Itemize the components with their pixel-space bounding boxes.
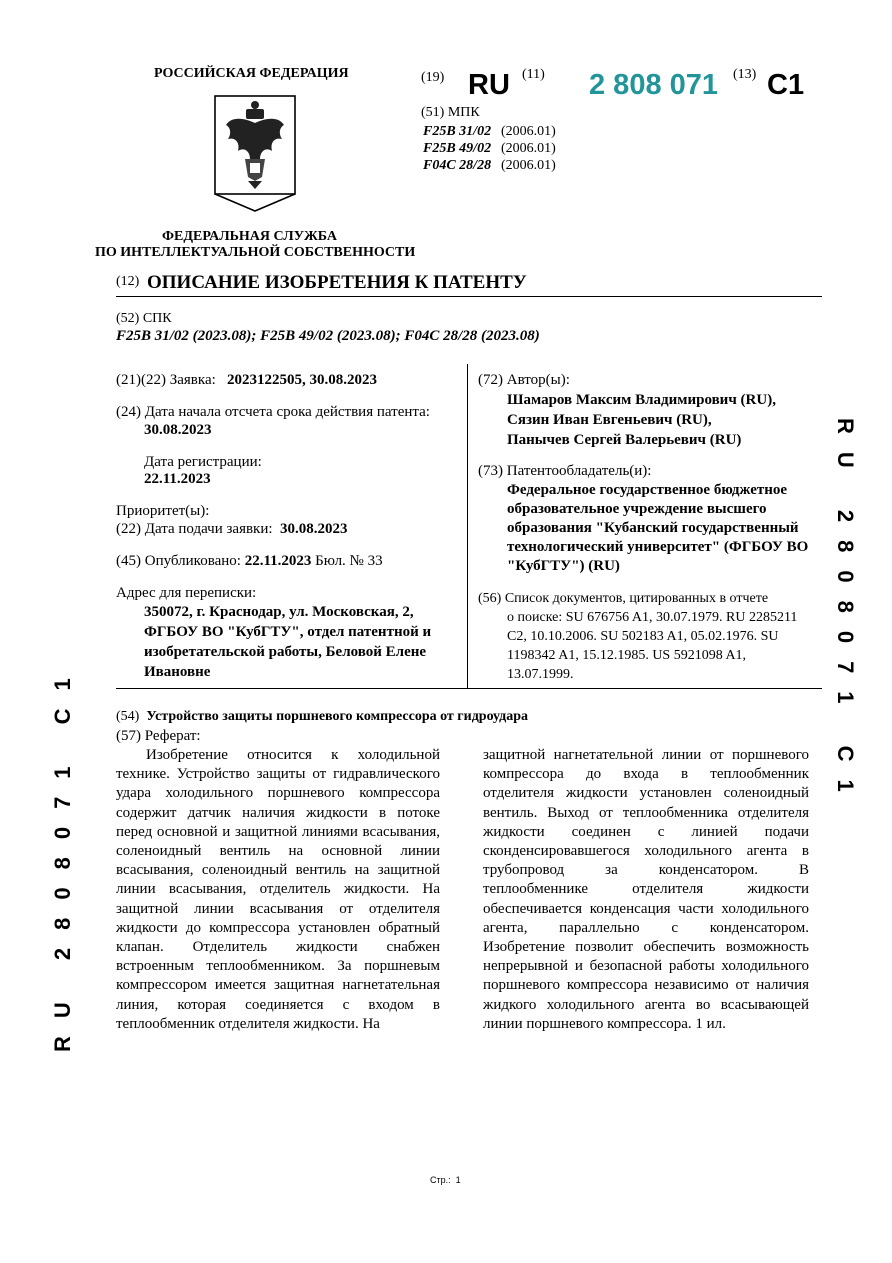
abstract-line: защитной нагнетательной линии от поршневого xyxy=(483,747,809,763)
abstract-line: жидкого холодильного агента во всасывающей xyxy=(483,996,809,1013)
cpc-value: F25B 31/02 (2023.08); F25B 49/02 (2023.08); F04C 28/28 (2023.08) xyxy=(116,328,540,344)
country-name: РОССИЙСКАЯ ФЕДЕРАЦИЯ xyxy=(154,66,349,81)
abstract-line: жидкости до компрессора установлен обратный xyxy=(116,919,440,936)
side-code-left: RU 2808071 C1 xyxy=(50,660,75,1052)
abstract-column-right xyxy=(483,746,809,1034)
address-label: Адрес для переписки: xyxy=(116,585,257,601)
abstract-line: удара холодильного поршневого компрессора xyxy=(116,785,440,802)
abstract-line: перед основной и защитной линиями всасывания, xyxy=(116,823,440,840)
authors-label: (72) Автор(ы): xyxy=(478,372,570,388)
code-13: (13) xyxy=(733,67,757,82)
registration-label: Дата регистрации: xyxy=(144,454,262,470)
abstract-line: теплообменнике отделителя жидкости xyxy=(483,881,809,898)
cited-documents: (56) Список документов, цитированных в отчете о поиске: SU 676756 A1, 30.07.1979. RU 2285211 C2, 10.10.2006. SU 502183 A1, 05.02.1976. SU 1198342 A1, 15.12.1985. US 5921098 A1, 13.07.1999. xyxy=(478,591,798,682)
kind-code: C1 xyxy=(767,69,805,101)
country-code: RU xyxy=(468,69,510,101)
address-value: 350072, г. Краснодар, ул. Московская, 2, ФГБОУ ВО "КубГТУ", отдел патентной и изобретательской работы, Беловой Елене Ивановне xyxy=(144,604,432,680)
abstract-line: компрессором имеется защитная нагнетательная xyxy=(116,977,440,994)
filing-date-field: (22) Дата подачи заявки: 30.08.2023 xyxy=(116,521,348,537)
abstract-label: (57) Реферат: xyxy=(116,728,201,744)
authors-list: Шамаров Максим Владимирович (RU), Сязин Иван Евгеньевич (RU), Панычев Сергей Валерьевич (RU) xyxy=(507,392,776,448)
priority-label: Приоритет(ы): xyxy=(116,503,210,519)
document-title: ОПИСАНИЕ ИЗОБРЕТЕНИЯ К ПАТЕНТУ xyxy=(147,272,527,293)
ipc-row: F25B 31/02 (2006.01) xyxy=(423,124,556,139)
abstract-line: компрессора до входа в теплообменник xyxy=(483,766,809,783)
abstract-line: соленоидный вентиль на основной линии xyxy=(116,843,440,860)
abstract-line: жидкости соединен с линией подачи xyxy=(483,823,809,840)
application-field: (21)(22) Заявка: 2023122505, 30.08.2023 xyxy=(116,372,378,388)
abstract-line: всасывания, соленоидный вентиль на защитной xyxy=(116,862,440,879)
abstract-line: линия, которая соединяется с входом в xyxy=(116,996,440,1013)
term-start-label: (24) Дата начала отсчета срока действия патента: xyxy=(116,404,430,420)
agency-name-line1: ФЕДЕРАЛЬНАЯ СЛУЖБА xyxy=(162,229,337,244)
abstract-line: теплообменник отделителя жидкости. На xyxy=(116,1015,380,1032)
abstract-line: отделителя жидкости установлен соленоидный xyxy=(483,785,809,802)
abstract-line: линии всасывания, отделитель жидкости. На xyxy=(116,881,440,898)
code-12: (12) xyxy=(116,274,140,289)
ipc-label: (51) МПК xyxy=(421,105,480,120)
term-start-value: 30.08.2023 xyxy=(144,422,212,438)
abstract-line: трубопровод за конденсатором. В xyxy=(483,862,809,879)
side-code-right: RU 2808071 C1 xyxy=(833,418,858,810)
cpc-label: (52) СПК xyxy=(116,311,172,326)
invention-name-field: (54) Устройство защиты поршневого компрессора от гидроудара xyxy=(116,709,529,724)
patent-number: 2 808 071 xyxy=(589,69,719,101)
code-11: (11) xyxy=(522,67,545,82)
abstract-line: линии поршневого компрессора. 1 ил. xyxy=(483,1015,726,1032)
abstract-line: защитной линии всасывания от отделителя xyxy=(116,900,440,917)
abstract-line: поршневого компрессора независимо от наличия xyxy=(483,977,809,994)
code-19: (19) xyxy=(421,70,445,85)
abstract-line: агента, параллельно с конденсатором. xyxy=(483,919,809,936)
abstract-line: технике. Устройство защиты от гидравлического xyxy=(116,766,440,783)
abstract-line: содержит датчик наличия жидкости в потоке xyxy=(116,804,440,821)
ipc-row: F25B 49/02 (2006.01) xyxy=(423,141,556,156)
abstract-line: Изобретение относится к холодильной xyxy=(146,747,440,763)
abstract-line: сконденсировавшегося холодильного агента в xyxy=(483,843,809,860)
abstract-line: вентиль. Выход от теплообменника отделителя xyxy=(483,804,809,821)
coat-of-arms-emblem xyxy=(212,93,298,215)
registration-value: 22.11.2023 xyxy=(144,471,211,487)
title-divider xyxy=(116,296,822,297)
column-divider xyxy=(467,364,468,688)
abstract-line: клапан. Отделитель жидкости снабжен xyxy=(116,939,440,956)
owner-value: Федеральное государственное бюджетное образовательное учреждение высшего образования "Кубанский государственный технологический университет" (ФГБОУ ВО "КубГТУ") (RU) xyxy=(507,482,809,574)
ipc-list xyxy=(423,123,556,174)
abstract-column-left xyxy=(116,746,440,1034)
agency-name-line2: ПО ИНТЕЛЛЕКТУАЛЬНОЙ СОБСТВЕННОСТИ xyxy=(95,245,416,260)
published-field: (45) Опубликовано: 22.11.2023 Бюл. № 33 xyxy=(116,553,383,569)
biblio-divider xyxy=(116,688,822,689)
abstract-line: обеспечивается конденсация части холодильного xyxy=(483,900,809,917)
page-indicator: Стр.: 1 xyxy=(430,1175,461,1185)
ipc-row: F04C 28/28 (2006.01) xyxy=(423,158,556,173)
owner-label: (73) Патентообладатель(и): xyxy=(478,463,652,479)
abstract-line: встроенным теплообменником. За поршневым xyxy=(116,958,440,975)
abstract-line: непрерывной и безопасной работы холодильного xyxy=(483,958,809,975)
abstract-line: Изобретение позволит обеспечить возможность xyxy=(483,939,809,956)
